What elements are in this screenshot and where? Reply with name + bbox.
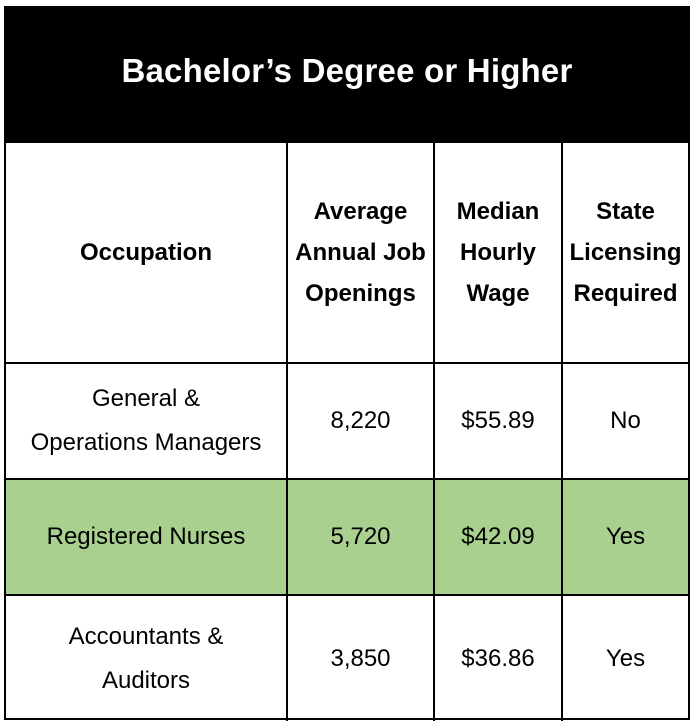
title-banner: [6, 8, 688, 141]
header-median-hourly-wage: Median Hourly Wage: [434, 142, 562, 363]
cell-openings: 3,850: [287, 595, 434, 721]
cell-wage: $36.86: [434, 595, 562, 721]
cell-occupation: Accountants & Auditors: [6, 595, 287, 721]
table-row: [6, 363, 688, 479]
header-row: [6, 142, 688, 363]
cell-occupation: Registered Nurses: [6, 479, 287, 595]
cell-openings: 5,720: [287, 479, 434, 595]
table-frame: [4, 6, 690, 720]
occupation-table: [6, 141, 688, 721]
cell-licensing: No: [562, 363, 688, 479]
table-row-highlighted: [6, 479, 688, 595]
cell-wage: $42.09: [434, 479, 562, 595]
cell-licensing: Yes: [562, 479, 688, 595]
cell-occupation: General & Operations Managers: [6, 363, 287, 479]
table-row: [6, 595, 688, 721]
cell-licensing: Yes: [562, 595, 688, 721]
header-occupation: Occupation: [6, 142, 287, 363]
header-state-licensing-required: State Licensing Required: [562, 142, 688, 363]
cell-wage: $55.89: [434, 363, 562, 479]
cell-openings: 8,220: [287, 363, 434, 479]
header-annual-job-openings: Average Annual Job Openings: [287, 142, 434, 363]
page-title: Bachelor’s Degree or Higher: [121, 51, 573, 89]
